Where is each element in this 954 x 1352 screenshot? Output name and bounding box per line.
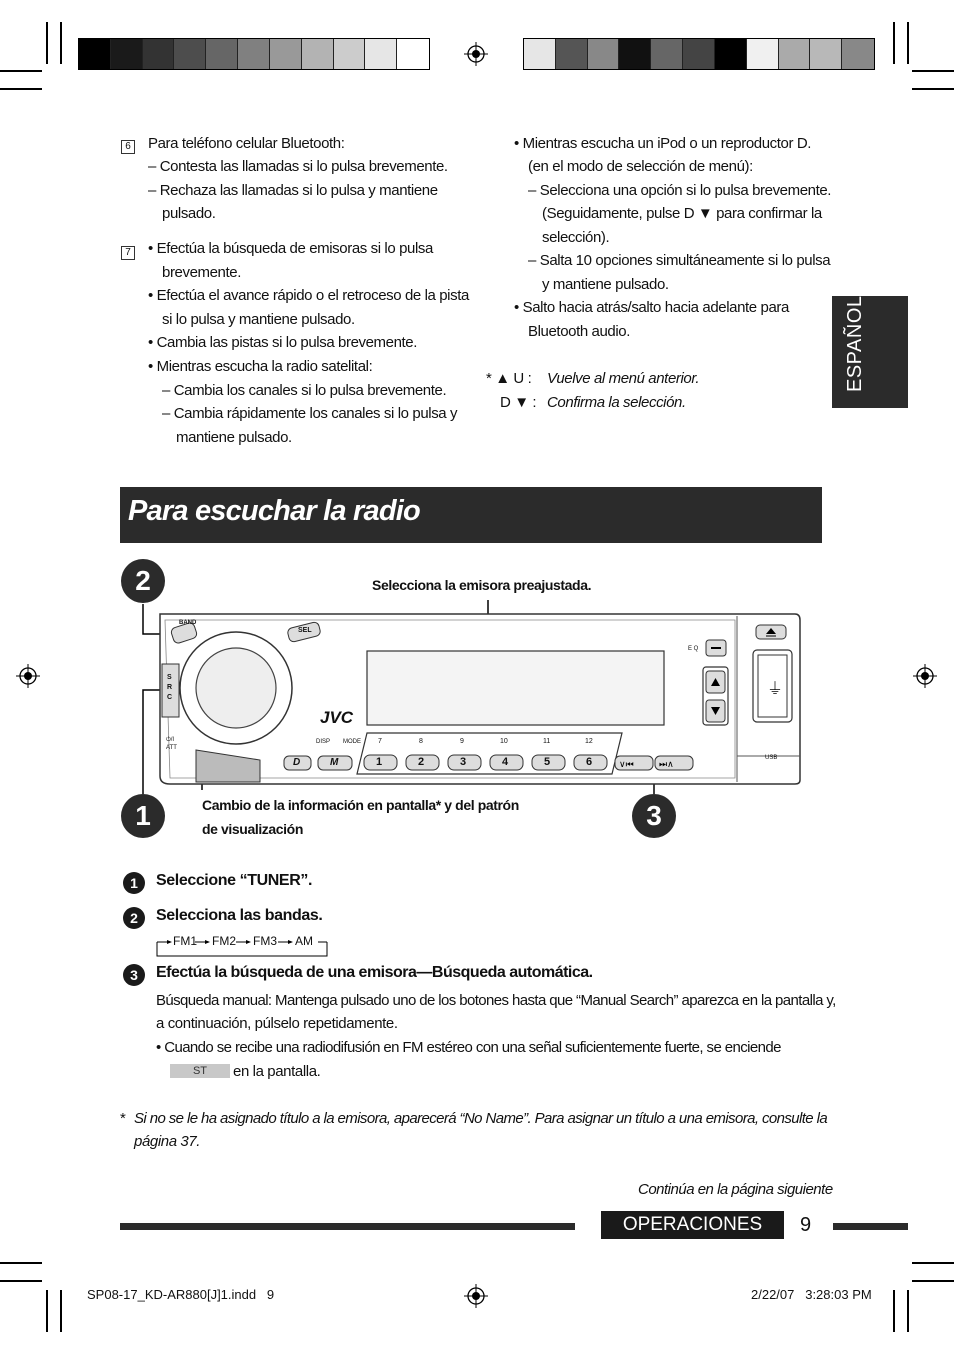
step-1-text: Seleccione “TUNER”.: [156, 872, 313, 889]
item-7-line: – Cambia rápidamente los canales si lo pulsa y: [162, 405, 458, 422]
callout-number-3: 3: [632, 794, 676, 838]
m-button[interactable]: M: [330, 757, 339, 768]
preset-button-2[interactable]: 2: [418, 756, 425, 768]
callout-preset-label: Selecciona la emisora preajustada.: [372, 577, 592, 593]
preset-label-9: 9: [460, 738, 464, 745]
footer-rule-right: [833, 1223, 908, 1230]
right-col-line: – Salta 10 opciones simultáneamente si lo pulsa: [528, 252, 831, 269]
step-3-paragraph-2: a continuación, púlselo repetidamente.: [156, 1015, 398, 1032]
step-3-paragraph: Búsqueda manual: Mantenga pulsado uno de los botones hasta que “Manual Search” aparezca en la pantalla y,: [156, 992, 836, 1009]
item-number: 6: [121, 140, 135, 154]
step-2-text: Selecciona las bandas.: [156, 907, 323, 924]
preset-button-6[interactable]: 6: [586, 756, 593, 768]
band-fm1: FM1: [173, 934, 197, 948]
section-title: Para escuchar la radio: [128, 495, 420, 527]
crop-mark: [46, 1290, 48, 1332]
step-3-bullet-end: en la pantalla.: [233, 1063, 321, 1080]
registration-mark-icon: [464, 1284, 488, 1308]
right-col-line: y mantiene pulsado.: [542, 276, 669, 293]
note-key-down: D ▼ :: [500, 394, 537, 411]
right-col-line: • Salto hacia atrás/salto hacia adelante para: [514, 299, 789, 316]
item-7-line: brevemente.: [162, 264, 241, 281]
right-col-line: – Selecciona una opción si lo pulsa brevemente.: [528, 182, 832, 199]
preset-button-3[interactable]: 3: [460, 756, 467, 768]
step-3-marker: 3: [123, 964, 145, 986]
note-val-up: Vuelve al menú anterior.: [547, 370, 700, 387]
item-number: 7: [121, 246, 135, 260]
preset-label-8: 8: [419, 738, 423, 745]
power-att-label: ⏻/I ATT: [166, 737, 177, 751]
language-tab-label: ESPAÑOL: [844, 295, 866, 392]
disp-label: DISP: [316, 739, 331, 745]
sel-button-label: SEL: [298, 627, 312, 634]
preset-button-4[interactable]: 4: [502, 756, 509, 768]
right-col-line: selección).: [542, 229, 610, 246]
st-indicator: ST: [170, 1064, 230, 1078]
item-6-line: pulsado.: [162, 205, 216, 222]
crop-mark: [60, 1290, 62, 1332]
callout-display-label-2: de visualización: [202, 821, 303, 837]
brand-logo: JVC: [320, 708, 354, 727]
item-7-line: • Efectúa el avance rápido o el retroceso de la pista: [148, 287, 469, 304]
item-7-line: • Mientras escucha la radio satelital:: [148, 358, 373, 375]
band-am: AM: [295, 934, 313, 948]
item-7-line: • Efectúa la búsqueda de emisoras si lo pulsa: [148, 240, 433, 257]
note-key-up: * ▲ U :: [486, 370, 532, 387]
continues-note: Continúa en la página siguiente: [638, 1181, 833, 1198]
print-slug-left: SP08-17_KD-AR880[J]1.indd 9: [87, 1287, 275, 1302]
step-3-bullet: • Cuando se recibe una radiodifusión en FM estéreo con una señal suficientemente fuerte, se enciende: [156, 1039, 781, 1056]
footnote-text-2: página 37.: [134, 1133, 201, 1150]
preset-button-5[interactable]: 5: [544, 756, 551, 768]
note-val-down: Confirma la selección.: [547, 394, 686, 411]
svg-text:⏭∧: ⏭∧: [659, 760, 674, 770]
item-6-line: – Rechaza las llamadas si lo pulsa y mantiene: [148, 182, 438, 199]
callout-number-1: 1: [121, 794, 165, 838]
preset-label-12: 12: [585, 738, 593, 745]
right-col-line: • Mientras escucha un iPod o un reproductor D.: [514, 135, 812, 152]
step-3-text: Efectúa la búsqueda de una emisora—Búsqueda automática.: [156, 964, 593, 981]
item-6-line: – Contesta las llamadas si lo pulsa brevemente.: [148, 158, 448, 175]
footnote-text: Si no se le ha asignado título a la emisora, aparecerá “No Name”. Para asignar un título a una emisora, consulte la: [134, 1110, 828, 1127]
band-fm2: FM2: [212, 934, 236, 948]
crop-mark: [893, 1290, 895, 1332]
src-button-label[interactable]: S R C: [167, 674, 173, 701]
band-button-label: BAND: [179, 620, 197, 626]
page-number: 9: [800, 1214, 812, 1236]
preset-button-1[interactable]: 1: [376, 756, 383, 768]
right-col-line: (en el modo de selección de menú):: [528, 158, 753, 175]
preset-label-11: 11: [543, 738, 551, 745]
crop-mark: [907, 1290, 909, 1332]
print-slug-right: 2/22/07 3:28:03 PM: [751, 1287, 872, 1302]
step-1-marker: 1: [123, 872, 145, 894]
footer-section-label: OPERACIONES: [601, 1211, 784, 1239]
mode-label: MODE: [343, 739, 361, 745]
callout-number-2: 2: [121, 559, 165, 603]
item-7-line: – Cambia los canales si lo pulsa brevemente.: [162, 382, 447, 399]
footer-rule-left: [120, 1223, 575, 1230]
svg-text:∨⏮: ∨⏮: [619, 760, 634, 770]
item-7-line: mantiene pulsado.: [176, 429, 292, 446]
crop-mark: [0, 1262, 42, 1264]
preset-label-10: 10: [500, 738, 508, 745]
crop-mark: [912, 1262, 954, 1264]
right-col-line: (Seguidamente, pulse D ▼ para confirmar la: [542, 205, 822, 222]
usb-label: USB: [765, 755, 778, 761]
preset-label-7: 7: [378, 738, 382, 745]
crop-mark: [0, 1280, 42, 1282]
band-fm3: FM3: [253, 934, 277, 948]
svg-text:⏚: ⏚: [767, 679, 784, 698]
crop-mark: [912, 1280, 954, 1282]
footnote-star: *: [120, 1110, 126, 1127]
eq-label: E Q: [688, 646, 699, 652]
callout-display-label: Cambio de la información en pantalla* y del patrón: [202, 797, 519, 813]
step-2-marker: 2: [123, 907, 145, 929]
right-col-line: Bluetooth audio.: [528, 323, 631, 340]
item-7-line: • Cambia las pistas si lo pulsa brevemente.: [148, 334, 418, 351]
d-button[interactable]: D: [293, 757, 301, 768]
item-7-line: si lo pulsa y mantiene pulsado.: [162, 311, 355, 328]
item-6-line: Para teléfono celular Bluetooth:: [148, 135, 345, 152]
